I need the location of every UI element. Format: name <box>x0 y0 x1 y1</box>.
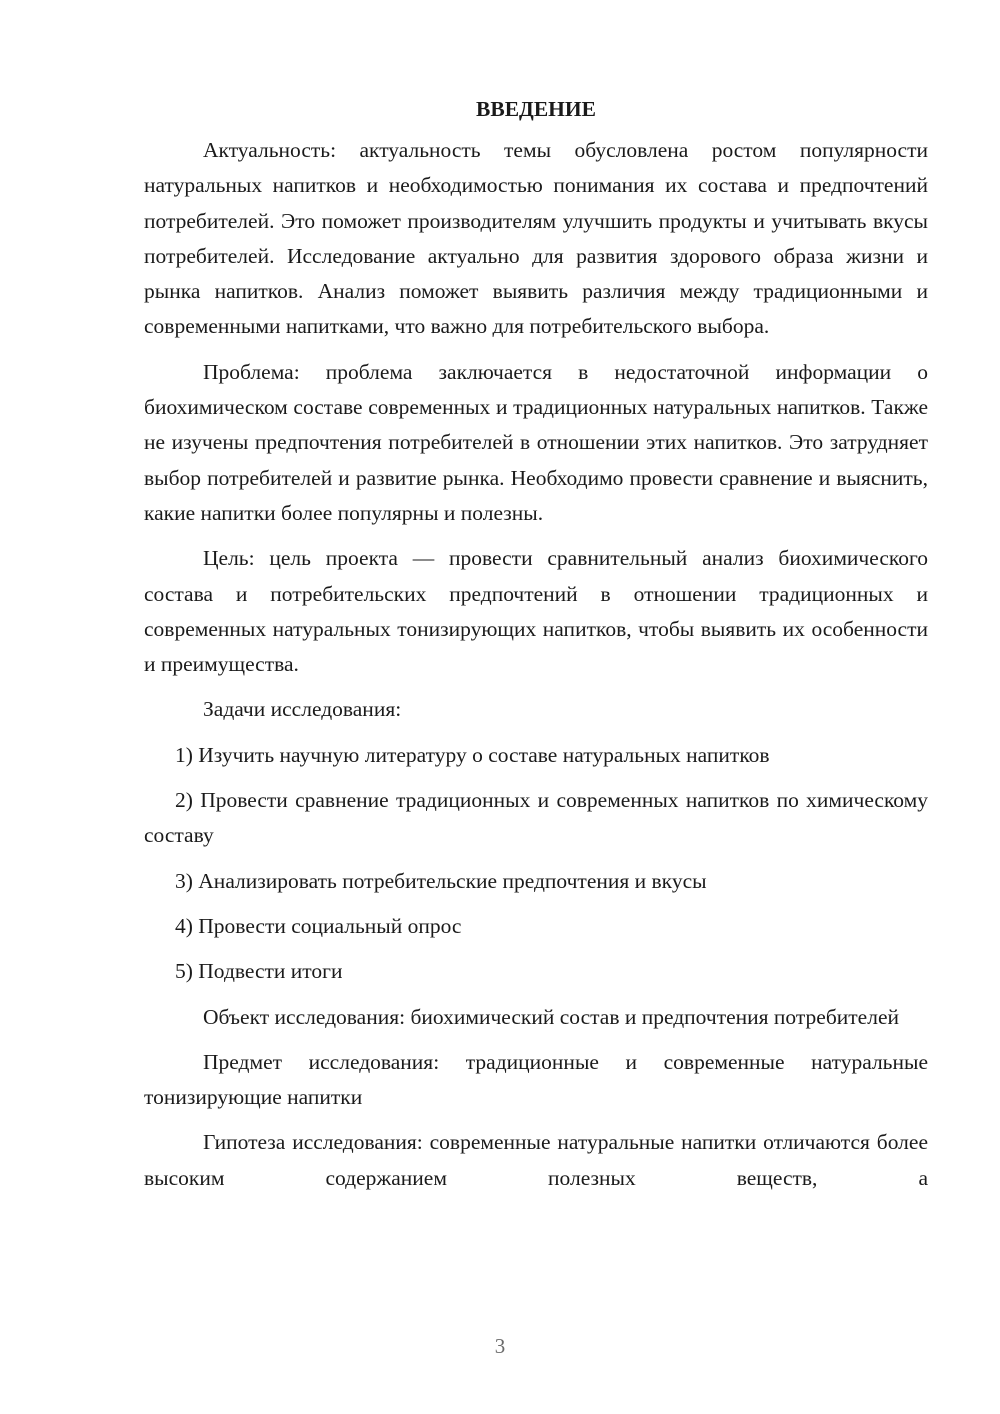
relevance-paragraph: Актуальность: актуальность темы обусловлена ростом популярности натуральных напитков и необходимостью понимания их состава и предпочтений потребителей. Это поможет производителям улучшить продукты и учитывать вкусы потребителей. Исследование актуально для развития здорового образа жизни и рынка напитков. Анализ поможет выявить различия между традиционными и современными напитками, что важно для потребительского выбора. <box>144 138 928 339</box>
task-item: 1) Изучить научную литературу о составе натуральных напитков <box>175 742 770 767</box>
document-page <box>144 92 928 1206</box>
task-item: 4) Провести социальный опрос <box>175 913 462 938</box>
goal-paragraph: Цель: цель проекта — провести сравнительный анализ биохимического состава и потребительских предпочтений в отношении традиционных и современных натуральных тонизирующих напитков, чтобы выявить их особенности и преимущества. <box>144 546 928 677</box>
task-item: 2) Провести сравнение традиционных и современных напитков по химическому составу <box>144 788 928 848</box>
task-item: 5) Подвести итоги <box>175 959 343 984</box>
tasks-heading: Задачи исследования: <box>203 697 402 722</box>
problem-paragraph: Проблема: проблема заключается в недостаточной информации о биохимическом составе современных и традиционных натуральных напитков. Также не изучены предпочтения потребителей в отношении этих напитков. Это затрудняет выбор потребителей и развитие рынка. Необходимо провести сравнение и выяснить, какие напитки более популярны и полезны. <box>144 359 928 525</box>
task-item: 3) Анализировать потребительские предпочтения и вкусы <box>175 868 707 893</box>
hypothesis-paragraph: Гипотеза исследования: современные натуральные напитки отличаются более высоким содержанием полезных веществ, а <box>144 1130 928 1190</box>
section-title: ВВЕДЕНИЕ <box>476 97 596 121</box>
page-number: 3 <box>494 1334 506 1358</box>
object-paragraph: Объект исследования: биохимический состав и предпочтения потребителей <box>203 1004 899 1029</box>
subject-paragraph: Предмет исследования: традиционные и современные натуральные тонизирующие напитки <box>144 1049 928 1110</box>
